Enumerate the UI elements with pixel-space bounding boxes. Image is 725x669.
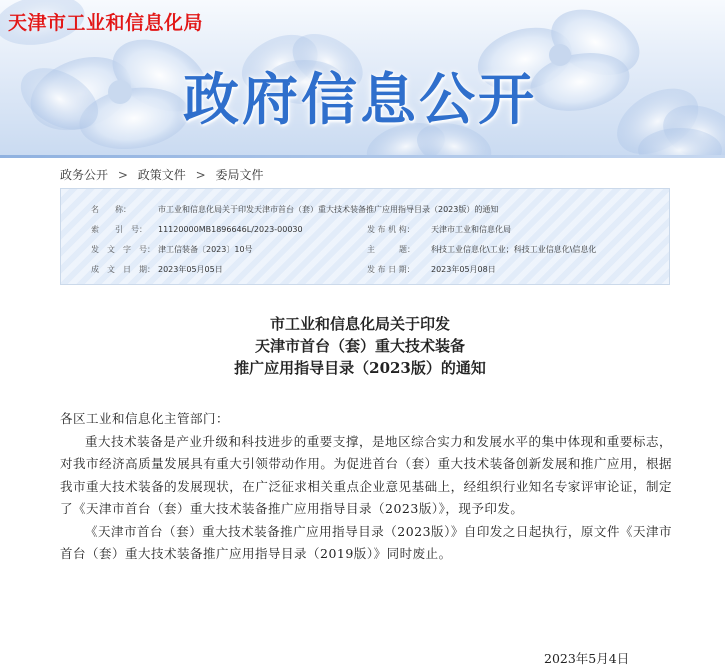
topic-value: 科技工业信息化\工业；科技工业信息化\信息化 xyxy=(431,245,597,254)
title-line-3: 推广应用指导目录（2023版）的通知 xyxy=(234,359,486,377)
breadcrumb-separator: > xyxy=(195,168,206,182)
document-body xyxy=(60,408,672,566)
name-label: 名 称： xyxy=(91,205,131,214)
breadcrumb-item-gov-affairs[interactable]: 政务公开 xyxy=(60,168,109,182)
banner-title: 政府信息公开 xyxy=(183,68,537,133)
info-row-name xyxy=(61,204,669,216)
docno-value: 津工信装备〔2023〕10号 xyxy=(158,245,253,254)
breadcrumb-item-policy-docs[interactable]: 政策文件 xyxy=(137,168,186,182)
info-row-docno xyxy=(61,244,669,256)
issue-date: 2023年5月4日 xyxy=(544,651,630,666)
created-date-value: 2023年05月05日 xyxy=(158,265,223,274)
published-date-label: 发 布 日 期： xyxy=(367,265,415,274)
title-line-1: 市工业和信息化局关于印发 xyxy=(269,315,450,333)
info-row-index xyxy=(61,224,669,236)
title-line-2: 天津市首台（套）重大技术装备 xyxy=(254,337,465,355)
breadcrumb-item-bureau-docs[interactable]: 委局文件 xyxy=(215,168,264,182)
salutation: 各区工业和信息化主管部门： xyxy=(60,411,230,426)
banner-divider xyxy=(0,155,725,158)
issuer-label: 发 布 机 构： xyxy=(367,225,415,234)
breadcrumb xyxy=(60,166,263,183)
body-paragraph-1: 重大技术装备是产业升级和科技进步的重要支撑，是地区综合实力和发展水平的集中体现和重要标志，对我市经济高质量发展具有重大引领带动作用。为促进首台（套）重大技术装备创新发展和推广应用，根据我市重大技术装备的发展现状，在广泛征求相关重点企业意见基础上，经组织行业知名专家评审论证，制定了《天津市首台（套）重大技术装备推广应用指导目录（2023版）》，现予印发。 xyxy=(60,433,672,516)
issuer-value: 天津市工业和信息化局 xyxy=(431,225,511,234)
docno-label: 发 文 字 号： xyxy=(91,245,155,254)
published-date-value: 2023年05月08日 xyxy=(431,265,496,274)
index-value: 11120000MB1896646L/2023-00030 xyxy=(158,225,303,234)
site-name[interactable]: 天津市工业和信息化局 xyxy=(8,12,204,34)
created-date-label: 成 文 日 期： xyxy=(91,265,155,274)
body-paragraph-2: 《天津市首台（套）重大技术装备推广应用指导目录（2023版）》自印发之日起执行，原文件《天津市首台（套）重大技术装备推广应用指导目录（2019版）》同时废止。 xyxy=(60,523,672,561)
breadcrumb-separator: > xyxy=(117,168,128,182)
document-title xyxy=(200,313,520,379)
topic-label: 主 题： xyxy=(367,245,415,254)
name-value: 市工业和信息化局关于印发天津市首台（套）重大技术装备推广应用指导目录（2023版）的通知 xyxy=(158,205,499,214)
document-info-box xyxy=(60,188,670,285)
index-label: 索 引 号： xyxy=(91,225,147,234)
header-banner xyxy=(0,0,725,158)
info-row-dates xyxy=(61,264,669,276)
